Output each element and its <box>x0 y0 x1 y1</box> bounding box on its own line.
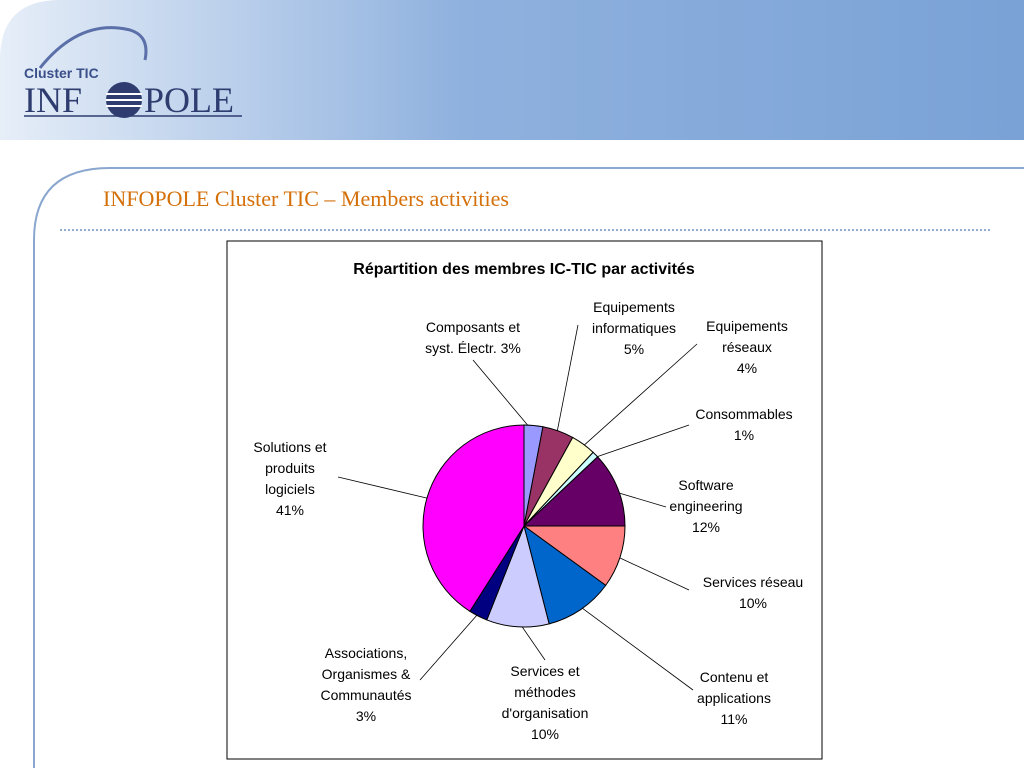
chart-title: Répartition des membres IC-TIC par activités <box>353 261 695 278</box>
slice-label-line: applications <box>697 690 771 706</box>
slice-label-line: Software <box>678 477 734 493</box>
slice-label-line: réseaux <box>722 339 772 355</box>
slice-label-line: 1% <box>733 427 755 443</box>
slice-label-line: Consommables <box>695 406 793 422</box>
slice-label-line: 11% <box>720 711 748 727</box>
slice-label-line: Organismes & <box>321 666 411 682</box>
slice-label-line: produits <box>265 460 315 476</box>
logo-left-text: INF <box>24 80 83 120</box>
slice-label-line: Equipements <box>593 299 675 315</box>
slice-label-line: syst. Électr. 3% <box>425 340 521 356</box>
slice-label-line: 41% <box>275 502 305 518</box>
slice-label-line: Solutions et <box>253 439 327 455</box>
slice-label-line: d'organisation <box>501 705 589 721</box>
slice-label-line: logiciels <box>265 481 315 497</box>
slice-label-line: informatiques <box>591 320 677 336</box>
slice-label-line: Composants et <box>425 319 521 335</box>
slice-label-line: Equipements <box>706 318 788 334</box>
slice-label-line: 3% <box>355 708 377 724</box>
slice-label-line: Contenu et <box>699 669 769 685</box>
logo-right-text: POLE <box>144 80 234 120</box>
slice-label-line: méthodes <box>514 684 576 700</box>
slice-label-line: Communautés <box>320 687 412 703</box>
slice-label-line: 10% <box>530 726 560 742</box>
logo-cluster-text: Cluster TIC <box>24 65 99 81</box>
slice-label-line: Services réseau <box>702 574 804 590</box>
slice-label-line: 10% <box>738 595 768 611</box>
slice-label-line: 4% <box>736 360 758 376</box>
slice-label-line: Associations, <box>324 645 408 661</box>
slide-title: INFOPOLE Cluster TIC – Members activities <box>103 186 509 211</box>
slice-label-line: 12% <box>691 519 721 535</box>
slice-label-line: engineering <box>669 498 743 514</box>
slice-label-line: Services et <box>510 663 580 679</box>
slice-label-line: 5% <box>623 341 645 357</box>
